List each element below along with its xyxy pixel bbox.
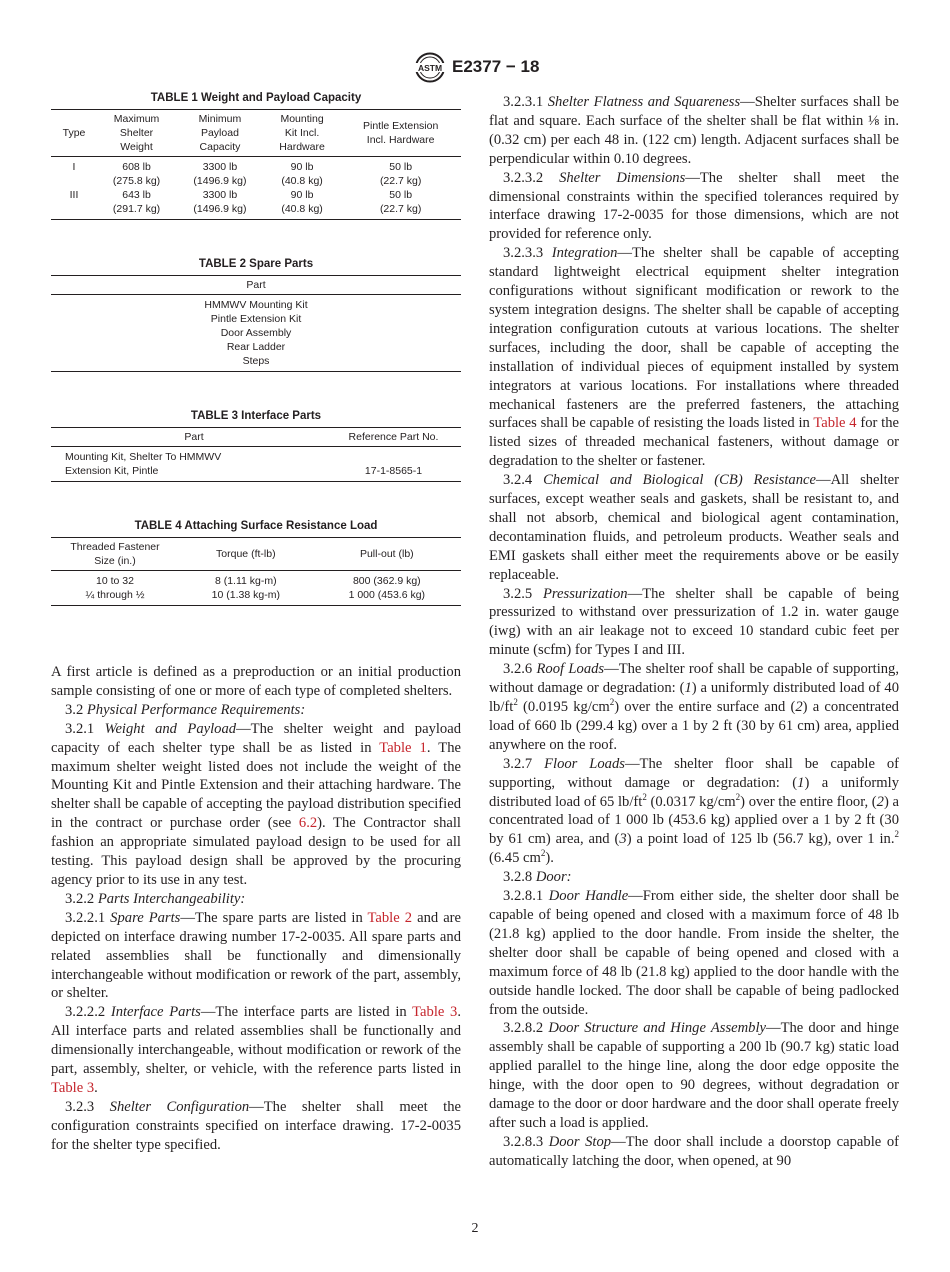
table-header-cell: Maximum Shelter Weight [97, 110, 176, 157]
table-3-link[interactable]: Table 3 [51, 1079, 95, 1096]
table-row [51, 157, 461, 189]
table-row [51, 447, 461, 482]
paragraph: 3.2.3.2 Shelter Dimensions—The shelter shall meet the dimensional constraints within the specified tolerances required by interface drawing 17-2-0035 for those dimensions, which are not provided for reference only. [489, 169, 899, 243]
table-row [51, 571, 461, 606]
paragraph: 3.2.1 Weight and Payload—The shelter weight and payload capacity of each shelter type shall be as listed in Table 1. The maximum shelter weight listed does not include the weight of the Mounting Kit and Pintle Extension and their attaching hardware. The shelter shall be capable of accepting the payload distribution specified in the contract or purchase order (see 6.2). The Contractor shall fashion an appropriate simulated payload design to be used for all testing. This payload design shall be approved by the procuring agency prior to its use in any test. [51, 720, 462, 888]
paragraph: 3.2.3.1 Shelter Flatness and Squareness—Shelter surfaces shall be flat and square. Each surface of the shelter shall be flat within ⅛ in. (0.32 cm) per each 48 in. (122 cm) length. Adjacent surfaces shall be perpendicular within 0.10 degrees. [489, 94, 900, 167]
table-cell: 10 to 32 ¼ through ½ [51, 571, 179, 606]
table-4-title: TABLE 4 Attaching Surface Resistance Load [134, 520, 378, 532]
table-cell: Steps [51, 354, 461, 372]
astm-logo-icon [412, 51, 448, 84]
table-cell: Rear Ladder [226, 341, 286, 353]
table-cell: I [72, 161, 76, 173]
table-row [51, 188, 461, 220]
table-header-cell: Mounting Kit Incl. Hardware [264, 110, 340, 157]
page-number: 2 [471, 1221, 479, 1236]
table-4 [51, 520, 461, 606]
paragraph: 3.2.8.2 Door Structure and Hinge Assembly—The door and hinge assembly shall be capable of supporting a 200 lb (90.7 kg) static load applied parallel to the hinge line, along the door edge opposite the hinge, with the door open to 90 degrees, without degradation or damage to the door or door hardware and the door shall operate freely after such a load is applied. [489, 1020, 900, 1131]
table-row [51, 295, 461, 313]
table-1-link[interactable]: Table 1 [379, 739, 427, 756]
table-4-link[interactable]: Table 4 [813, 415, 857, 432]
paragraph: A first article is defined as a preproduction or an initial production sample consisting of one or more of each type of completed shelters. [51, 664, 461, 699]
table-header-cell: Threaded Fastener Size (in.) [51, 538, 179, 571]
table-cell: HMMWV Mounting Kit [204, 299, 308, 311]
table-header-cell: Part [51, 276, 461, 295]
table-cell: 90 lb (40.8 kg) [264, 188, 340, 220]
table-cell: 90 lb (40.8 kg) [281, 161, 323, 187]
paragraph: 3.2.5 Pressurization—The shelter shall be capable of being pressurized to withstand over pressurization of 1.2 in. water gauge (iwg) with an air leakage not to exceed 10 standard cubic feet per minute (scfm) for Types I and III. [489, 585, 899, 659]
table-cell: Pintle Extension Kit [210, 313, 302, 325]
right-body-text [489, 93, 899, 1171]
paragraph: 3.2.8.1 Door Handle—From either side, the shelter door shall be capable of being opened and closed with a maximum force of 48 lb (21.8 kg) applied to the door handle. From inside the shelter, the shelter door shall be capable of being opened and closed with a maximum force of 48 lb (21.8 kg) applied to the door handle with the outside handle locked. The door shall be capable of being padlocked from the outside. [489, 888, 899, 1018]
paragraph: 3.2.2 Parts Interchangeability: [65, 890, 246, 907]
paragraph: 3.2.7 Floor Loads—The shelter floor shall be capable of supporting, without damage or degradation: (1) a uniformly distributed load of 65 $lb/ft^2$ (0.0317 $kg/cm^2$) over the entire floor, (2) a concentrated load of 1 000 lb (453.6 kg) applied over a 1 by 2 ft (30 by 61 cm) area, and (3) a point load of 125 lb (56.7 kg), over 1 in.$^2$ (6.45 $cm^2$). [489, 755, 900, 867]
table-row [51, 326, 461, 340]
table-cell: 50 lb (22.7 kg) [340, 188, 461, 220]
table-3 [51, 410, 461, 482]
table-cell: 643 lb (291.7 kg) [97, 188, 176, 220]
table-2-link[interactable]: Table 2 [367, 909, 413, 926]
paragraph: 3.2.8.3 Door Stop—The door shall include a doorstop capable of automatically latching the door, when opened, at 90 [489, 1133, 899, 1169]
table-3-title: TABLE 3 Interface Parts [190, 410, 322, 422]
table-cell: Door Assembly [220, 327, 292, 339]
table-3-link[interactable]: Table 3 [412, 1004, 458, 1021]
table-cell: 3300 lb (1496.9 kg) [193, 161, 247, 187]
table-cell: 608 lb (275.8 kg) [112, 161, 161, 187]
table-cell: III [51, 188, 97, 220]
table-header-cell: Reference Part No. [326, 428, 461, 447]
table-header-cell: Pull-out (lb) [313, 538, 461, 571]
paragraph: 3.2.6 Roof Loads—The shelter roof shall be capable of supporting, without damage or degradation: (1) a uniformly distributed load of 40 $lb/ft^2$ (0.0195 $kg/cm^2$) over the entire surface and (2) a concentrated load of 660 lb (299.4 kg) over a 1 by 2 ft (30 by 61 cm) area, applied anywhere on the roof. [489, 661, 899, 753]
paragraph: 3.2 Physical Performance Requirements: [65, 701, 306, 718]
table-cell: Mounting Kit, Shelter To HMMWV Extension Kit, Pintle [51, 447, 326, 482]
table-1-title: TABLE 1 Weight and Payload Capacity [150, 92, 362, 104]
standard-designation: E2377 − 18 [452, 57, 540, 76]
paragraph: 3.2.2.2 Interface Parts—The interface parts are listed in Table 3. All interface parts and related assemblies shall be functionally and dimensionally interchangeable, without modification or rework of the part, assembly, shelter, or vehicle, with the reference parts listed in Table 3. [51, 1004, 461, 1096]
table-1 [51, 92, 461, 220]
table-header-cell: Part [51, 428, 326, 447]
section-6-2-link[interactable]: 6.2 [298, 815, 318, 832]
table-2-title: TABLE 2 Spare Parts [198, 258, 314, 270]
table-row [51, 312, 461, 326]
paragraph: 3.2.2.1 Spare Parts—The spare parts are listed in Table 2 and are depicted on interface drawing number 17-2-0035. All spare parts and related assemblies shall be functionally and dimensionally interchangeable without modification or rework of the part, assembly, or shelter. [51, 909, 462, 1002]
table-header-cell: Minimum Payload Capacity [176, 110, 264, 157]
table-header-cell: Torque (ft-lb) [179, 538, 313, 571]
logo-text: ASTM [417, 63, 443, 73]
table-header-cell: Pintle Extension Incl. Hardware [340, 110, 461, 157]
table-header-cell: Type [51, 110, 97, 157]
table-cell: 800 (362.9 kg) 1 000 (453.6 kg) [313, 571, 461, 606]
table-row [51, 354, 461, 372]
table-cell: 3300 lb (1496.9 kg) [176, 188, 264, 220]
table-cell: 17-1-8565-1 [326, 447, 461, 482]
paragraph: 3.2.3.3 Integration—The shelter shall be capable of accepting standard lightweight electrical equipment shelter integration configurations without significant modification or rework to the system integration designs. The shelter shall be capable of accepting integration configuration cutouts at various locations. The shelter surfaces, including the door, shall be capable of accepting the installation of individual pieces of equipment installed by system integrators at various locations. For installations where threaded mechanical fasteners are the preferred fasteners, the attaching surfaces shall be capable of resisting the loads listed in Table 4 for the listed sizes of threaded mechanical fasteners, without damage or degradation to the shelter or fastener. [489, 245, 899, 470]
paragraph: 3.2.4 Chemical and Biological (CB) Resistance—All shelter surfaces, except weather seals and gaskets, shall be resistant to, and shall not absorb, chemical and biological agent contamination, decontamination fluids, and petroleum products. Weather seals and EMI gaskets shall either meet the requirements above or be easily replaceable. [489, 472, 899, 583]
table-2 [51, 258, 461, 372]
left-body-text [51, 663, 461, 1155]
paragraph: 3.2.8 Door: [503, 869, 572, 886]
table-cell: 50 lb (22.7 kg) [379, 161, 422, 187]
table-row [51, 340, 461, 354]
left-column [51, 92, 461, 606]
table-cell: 8 (1.11 kg-m) 10 (1.38 kg-m) [179, 571, 313, 606]
paragraph: 3.2.3 Shelter Configuration—The shelter shall meet the configuration constraints specified on interface drawing. 17-2-0035 for the shelter type specified. [51, 1098, 461, 1153]
